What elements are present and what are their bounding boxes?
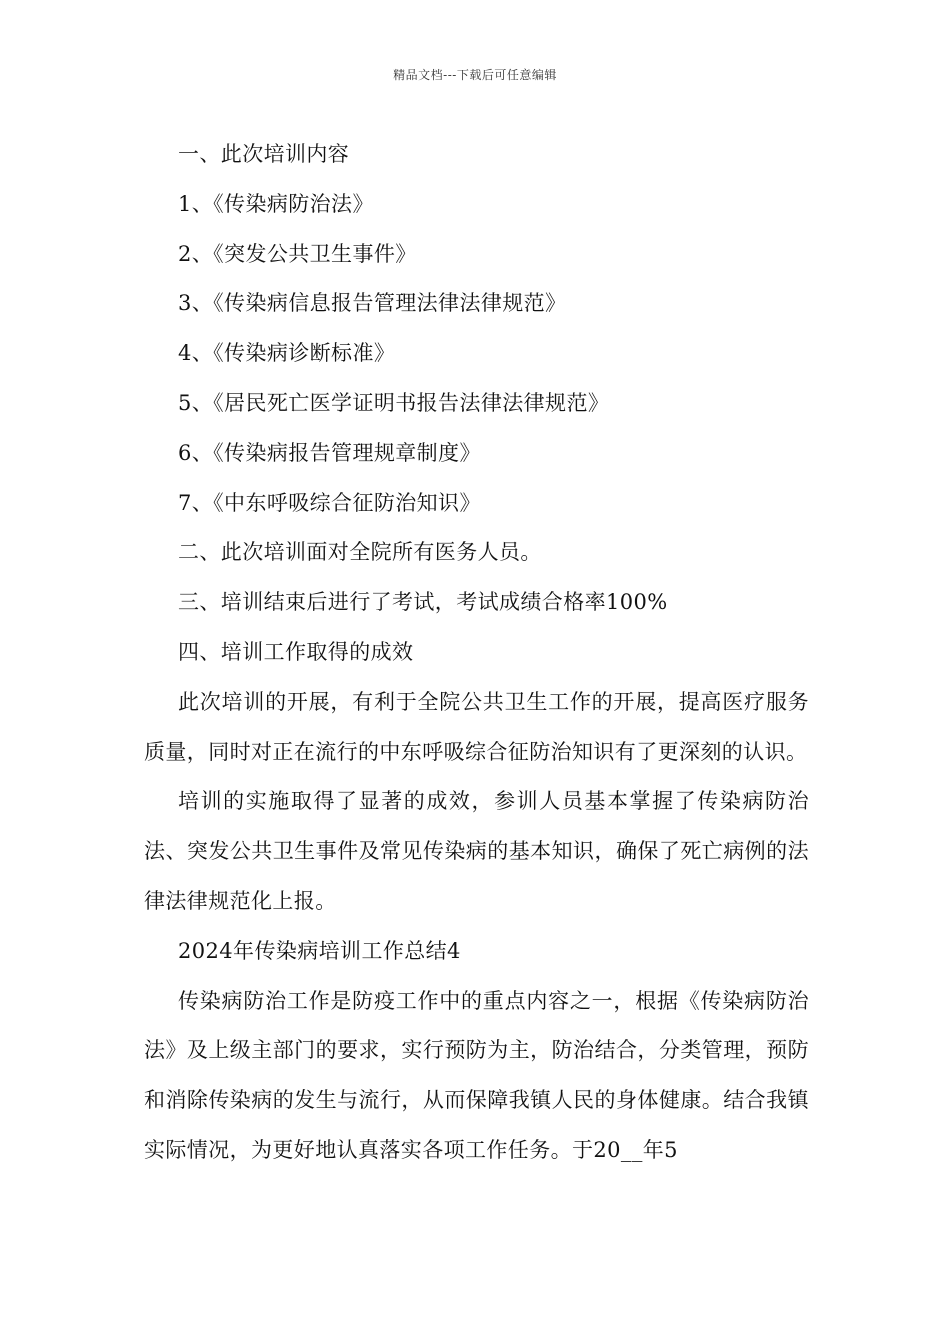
list-item: 5、《居民死亡医学证明书报告法律法律规范》 <box>178 390 610 415</box>
body-paragraph: 传染病防治工作是防疫工作中的重点内容之一，根据《传染病防治法》及上级主部门的要求，实行预防为主，防治结合，分类管理，预防和消除传染病的发生与流行，从而保障我镇人民的身体健康。结合我镇实际情况，为更好地认真落实各项工作任务。于20__年5 <box>144 988 809 1162</box>
heading-training-audience: 二、此次培训面对全院所有医务人员。 <box>178 540 542 565</box>
list-item: 6、《传染病报告管理规章制度》 <box>178 440 481 465</box>
document-body <box>144 130 809 1176</box>
page-header: 精品文档---下载后可任意编辑 <box>393 68 557 82</box>
heading-training-content: 一、此次培训内容 <box>178 142 350 166</box>
body-paragraph: 此次培训的开展，有利于全院公共卫生工作的开展，提高医疗服务质量，同时对正在流行的中东呼吸综合征防治知识有了更深刻的认识。 <box>144 689 809 764</box>
list-item: 1、《传染病防治法》 <box>178 191 374 216</box>
section-title: 2024年传染病培训工作总结4 <box>178 938 461 963</box>
heading-exam-result: 三、培训结束后进行了考试，考试成绩合格率100% <box>178 590 668 615</box>
list-item: 7、《中东呼吸综合征防治知识》 <box>178 490 481 515</box>
body-paragraph: 培训的实施取得了显著的成效，参训人员基本掌握了传染病防治法、突发公共卫生事件及常见传染病的基本知识，确保了死亡病例的法律法律规范化上报。 <box>144 789 809 913</box>
heading-training-results: 四、培训工作取得的成效 <box>178 639 414 664</box>
list-item: 2、《突发公共卫生事件》 <box>178 241 417 266</box>
list-item: 4、《传染病诊断标准》 <box>178 341 396 366</box>
list-item: 3、《传染病信息报告管理法律法律规范》 <box>178 291 567 316</box>
